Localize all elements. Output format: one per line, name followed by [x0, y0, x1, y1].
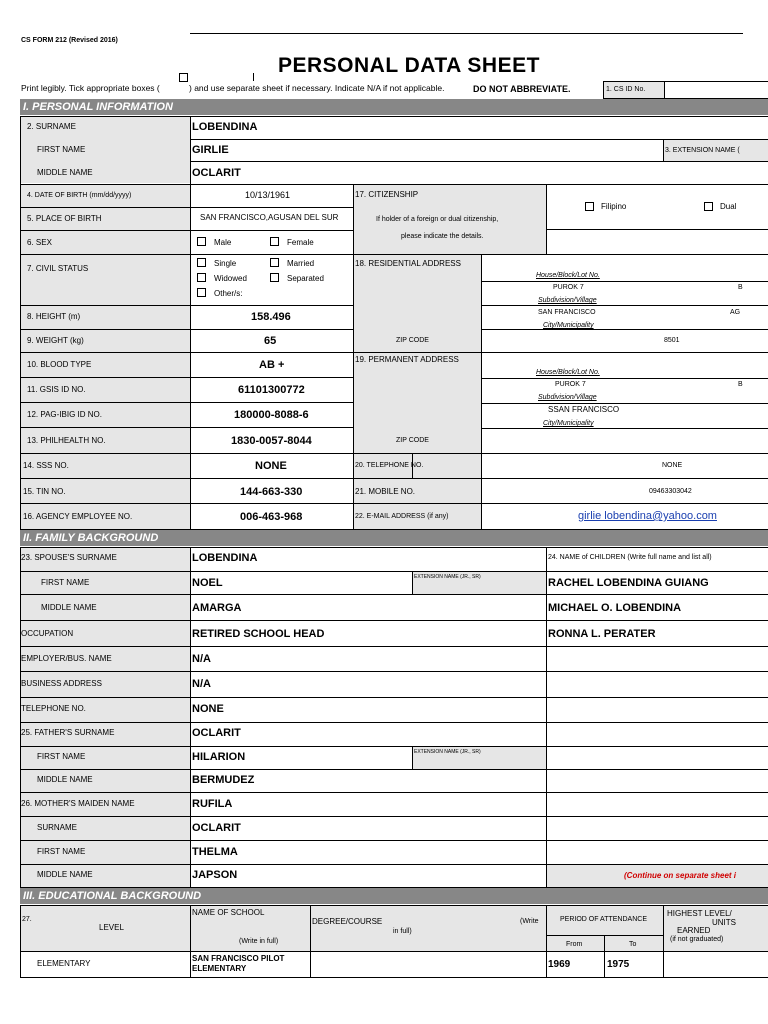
elementary-level: ELEMENTARY [37, 959, 91, 968]
tick-sample-box [179, 73, 188, 82]
agency-employee-value[interactable]: 006-463-968 [240, 511, 303, 523]
male-checkbox[interactable] [197, 237, 206, 246]
form-number: CS FORM 212 (Revised 2016) [21, 37, 118, 44]
philhealth-value[interactable]: 1830-0057-8044 [231, 435, 312, 447]
mother-maiden-value[interactable]: RUFILA [192, 798, 233, 810]
surname-value[interactable]: LOBENDINA [192, 121, 258, 133]
female-checkbox[interactable] [270, 237, 279, 246]
married-checkbox[interactable] [270, 258, 279, 267]
civil-status-label: 7. CIVIL STATUS [27, 264, 89, 273]
elementary-to-value[interactable]: 1975 [607, 959, 630, 970]
spouse-telephone-value[interactable]: NONE [192, 703, 224, 715]
res-street-value[interactable]: PUROK 7 [553, 284, 584, 291]
pob-value[interactable]: SAN FRANCISCO,AGUSAN DEL SUR [200, 213, 339, 222]
blood-type-value[interactable]: AB + [259, 359, 285, 371]
first-name-label: FIRST NAME [37, 145, 86, 154]
res-subdivision-value[interactable]: SAN FRANCISCO [538, 309, 596, 316]
father-first-value[interactable]: HILARION [192, 751, 246, 763]
spouse-surname-value[interactable]: LOBENDINA [192, 552, 258, 564]
telephone-value[interactable]: NONE [662, 462, 683, 469]
father-middle-value[interactable]: BERMUDEZ [192, 774, 255, 786]
dob-label: 4. DATE OF BIRTH (mm/dd/yyyy) [27, 192, 132, 199]
instructions-end: ) and use separate sheet if necessary. Indicate N/A if not applicable. [189, 83, 445, 93]
section-family-background: II. FAMILY BACKGROUND [20, 530, 768, 546]
section-personal-information: I. PERSONAL INFORMATION [20, 99, 768, 115]
do-not-abbreviate: DO NOT ABBREVIATE. [473, 84, 571, 94]
mobile-value[interactable]: 09463303042 [649, 488, 692, 495]
spouse-middle-value[interactable]: AMARGA [192, 602, 242, 614]
dual-checkbox[interactable] [704, 202, 713, 211]
pob-label: 5. PLACE OF BIRTH [27, 214, 102, 223]
spouse-occupation-value[interactable]: RETIRED SCHOOL HEAD [192, 628, 325, 640]
spouse-first-value[interactable]: NOEL [192, 577, 223, 589]
sss-value[interactable]: NONE [255, 460, 287, 472]
others-checkbox[interactable] [197, 288, 206, 297]
elementary-from-value[interactable]: 1969 [548, 959, 571, 970]
height-value[interactable]: 158.496 [251, 311, 291, 323]
perm-street-value[interactable]: PUROK 7 [555, 381, 586, 388]
instructions-start: Print legibly. Tick appropriate boxes ( [21, 83, 160, 93]
child-name[interactable]: MICHAEL O. LOBENDINA [548, 602, 682, 614]
section-educational-background: III. EDUCATIONAL BACKGROUND [20, 888, 768, 904]
spouse-business-address-value[interactable]: N/A [192, 678, 211, 690]
elementary-school-value[interactable]: SAN FRANCISCO PILOT [192, 954, 285, 963]
middle-name-value[interactable]: OCLARIT [192, 167, 241, 179]
cs-id-input[interactable] [664, 81, 768, 99]
single-checkbox[interactable] [197, 258, 206, 267]
email-link[interactable]: girlie lobendina@yahoo.com [578, 510, 717, 522]
sex-label: 6. SEX [27, 238, 52, 247]
top-rule [190, 33, 743, 34]
cs-id-label: 1. CS ID No. [606, 86, 646, 93]
child-name[interactable]: RACHEL LOBENDINA GUIANG [548, 577, 709, 589]
widowed-checkbox[interactable] [197, 273, 206, 282]
children-label: 24. NAME of CHILDREN (Write full name and list all) [548, 554, 712, 561]
page-title: PERSONAL DATA SHEET [278, 54, 540, 77]
separated-checkbox[interactable] [270, 273, 279, 282]
res-zip-value[interactable]: 8501 [664, 337, 680, 344]
filipino-checkbox[interactable] [585, 202, 594, 211]
gsis-value[interactable]: 61101300772 [238, 384, 305, 396]
surname-label: 2. SURNAME [27, 122, 76, 131]
perm-subdivision-value[interactable]: SSAN FRANCISCO [548, 405, 620, 414]
weight-value[interactable]: 65 [264, 335, 277, 347]
father-surname-value[interactable]: OCLARIT [192, 727, 241, 739]
dob-value[interactable]: 10/13/1961 [245, 190, 291, 200]
mother-surname-value[interactable]: OCLARIT [192, 822, 241, 834]
pagibig-value[interactable]: 180000-8088-6 [234, 409, 309, 421]
spouse-employer-value[interactable]: N/A [192, 653, 211, 665]
first-name-value[interactable]: GIRLIE [192, 144, 229, 156]
mother-middle-value[interactable]: JAPSON [192, 869, 238, 881]
middle-name-label: MIDDLE NAME [37, 168, 93, 177]
extension-name-label: 3. EXTENSION NAME ( [665, 147, 740, 154]
mother-first-value[interactable]: THELMA [192, 846, 238, 858]
child-name[interactable]: RONNA L. PERATER [548, 628, 656, 640]
tin-value[interactable]: 144-663-330 [240, 486, 303, 498]
continue-note: (Continue on separate sheet i [624, 871, 737, 880]
